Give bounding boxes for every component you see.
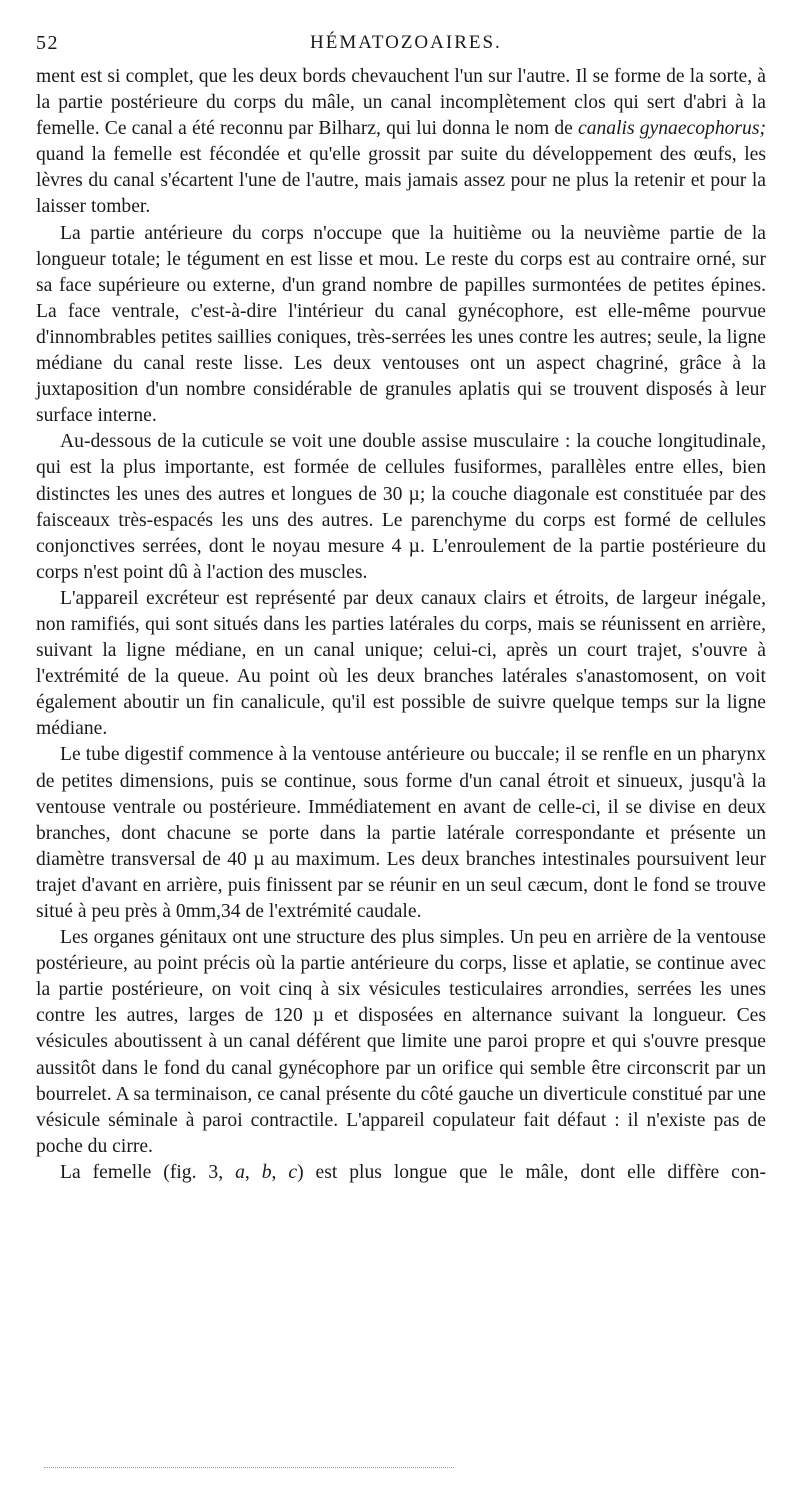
figure-ref-c: c bbox=[288, 1161, 298, 1183]
paragraph-6: Les organes génitaux ont une structure des plus simples. Un peu en arrière de la ventouse postérieure, au point précis où la partie antérieure du corps, lisse et aplatie, se continue avec la partie postérieure, on voit cinq à six vésicules testiculaires arrondies, serrées les unes contre les autres, larges de 120 µ et disposées en alternance suivant la longueur. Ces vésicules aboutissent à un canal déférent que limite une paroi propre et qui s'ouvre presque aussitôt dans le fond du canal gynécophore par un orifice qui semble être circonscrit par un bourrelet. A sa terminaison, ce canal présente du côté gauche un diverticule constitué par une vésicule séminale à paroi contractile. L'appareil copulateur fait défaut : il n'existe pas de poche du cirre. bbox=[36, 927, 766, 1157]
paragraph-1-text: ment est si complet, que les deux bords chevauchent l'un sur l'autre. Il se forme de la sorte, à la partie postérieure du corps du mâle, un canal incomplètement clos qui sert d'abri à la femelle. Ce canal a été reconnu par Bilharz, qui lui donna le nom de bbox=[36, 66, 766, 140]
body-text bbox=[36, 64, 766, 1186]
paragraph-7-text-end: ) est plus longue que le mâle, dont elle diffère con- bbox=[297, 1161, 766, 1183]
figure-ref-sep-2: , bbox=[271, 1161, 289, 1183]
paragraph-7-text: La femelle (fig. 3, bbox=[60, 1161, 236, 1183]
paragraph-3: Au-dessous de la cuticule se voit une double assise musculaire : la couche longitudinale, qui est la plus importante, est formée de cellules fusiformes, parallèles entre elles, bien distinctes les unes des autres et longues de 30 µ; la couche diagonale est constituée par des faisceaux très-espacés les uns des autres. Le parenchyme du corps est formé de cellules conjonctives serrées, dont le noyau mesure 4 µ. L'enroulement de la partie postérieure du corps n'est point dû à l'action des muscles. bbox=[36, 431, 766, 583]
paragraph-4: L'appareil excréteur est représenté par deux canaux clairs et étroits, de largeur inégale, non ramifiés, qui sont situés dans les parties latérales du corps, mais se réunissent en arrière, suivant la ligne médiane, en un canal unique; celui-ci, après un court trajet, s'ouvre à l'extrémité de la queue. Au point où les deux branches latérales s'anastomosent, on voit également aboutir un fin canalicule, qu'il est possible de suivre quelque temps sur la ligne médiane. bbox=[36, 587, 766, 740]
figure-ref-a: a bbox=[235, 1161, 245, 1183]
page-header bbox=[36, 30, 766, 56]
book-page bbox=[36, 30, 766, 1186]
paragraph-1-text-end: quand la femelle est fécondée et qu'elle grossit par suite du développement des œufs, les lèvres du canal s'écartent l'une de l'autre, mais jamais assez pour ne plus la retenir et pour la laisser tomber. bbox=[36, 144, 766, 218]
paragraph-1 bbox=[36, 64, 766, 221]
figure-ref-b: b bbox=[261, 1161, 272, 1183]
paragraph-2: La partie antérieure du corps n'occupe que la huitième ou la neuvième partie de la longueur totale; le tégument en est lisse et mou. Le reste du corps est au contraire orné, sur sa face supérieure ou externe, d'un grand nombre de papilles surmontées de petites épines. La face ventrale, c'est-à-dire l'intérieur du canal gynécophore, est elle-même pourvue d'innombrables petites saillies coniques, très-serrées les unes contre les autres; seule, la ligne médiane du canal reste lisse. Les deux ventouses ont un aspect chagriné, grâce à la juxtaposition d'un nombre considérable de granules aplatis qui se trouvent disposés à leur surface interne. bbox=[36, 222, 766, 427]
latin-term: canalis gynaecophorus; bbox=[578, 118, 766, 140]
paragraph-5: Le tube digestif commence à la ventouse antérieure ou buccale; il se renfle en un pharynx de petites dimensions, puis se continue, sous forme d'un canal étroit et sinueux, jusqu'à la ventouse ventrale ou postérieure. Immédiatement en avant de celle-ci, il se divise en deux branches, dont chacune se porte dans la partie latérale correspondante et présente un diamètre transversal de 40 µ au maximum. Les deux branches intestinales poursuivent leur trajet d'avant en arrière, puis finissent par se réunir en un seul cæcum, dont le fond se trouve situé à peu près à 0mm,34 de l'extrémité caudale. bbox=[36, 744, 766, 922]
paragraph-7 bbox=[36, 1160, 766, 1186]
footer-rule bbox=[44, 1467, 454, 1468]
page-number: 52 bbox=[36, 32, 59, 54]
running-title: HÉMATOZOAIRES. bbox=[310, 32, 502, 53]
figure-ref-sep-1: , bbox=[244, 1161, 262, 1183]
